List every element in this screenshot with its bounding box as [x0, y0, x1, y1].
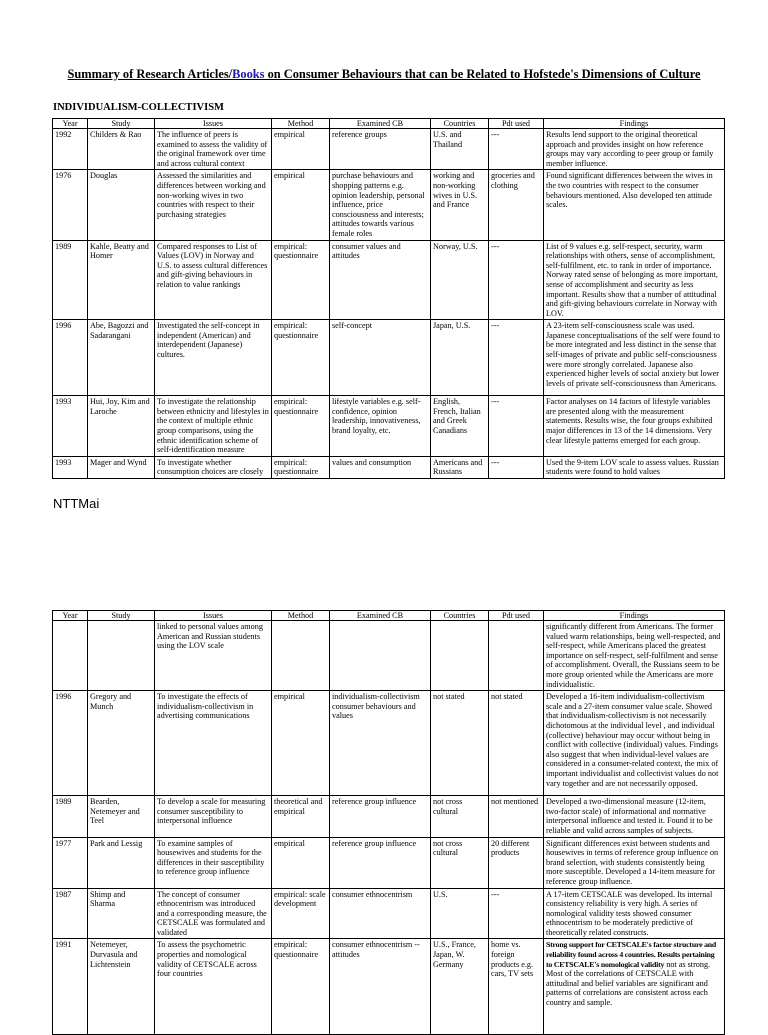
findings-bold-text: Strong support for CETSCALE's factor structure and reliability found across 4 countries. Results pertaining to CETSCALE's nomological validity — [546, 940, 717, 969]
col-countries: Countries — [431, 611, 489, 621]
table-row — [53, 129, 725, 170]
table-row — [53, 939, 725, 1035]
cell-study: Hui, Joy, Kim and Laroche — [88, 396, 155, 457]
cell-method: empirical — [272, 837, 330, 888]
col-year: Year — [53, 119, 88, 129]
table-header-row — [53, 611, 725, 621]
col-issues: Issues — [155, 119, 272, 129]
cell-method — [272, 621, 330, 691]
document-title — [0, 67, 768, 82]
table-row — [53, 320, 725, 396]
cell-issues: To examine samples of housewives and students for the differences in their susceptibility to reference group influence — [155, 837, 272, 888]
col-findings: Findings — [544, 611, 725, 621]
col-method: Method — [272, 611, 330, 621]
table-row — [53, 170, 725, 240]
cell-year: 1996 — [53, 320, 88, 396]
cell-pdt-used: 20 different products — [489, 837, 544, 888]
cell-countries: English, French, Italian and Greek Canadians — [431, 396, 489, 457]
cell-issues: The influence of peers is examined to assess the validity of the original framework over time and across cultural context — [155, 129, 272, 170]
cell-issues: Compared responses to List of Values (LOV) in Norway and U.S. to assess cultural differences and gift-giving behaviours in relation to value rankings — [155, 240, 272, 320]
cell-year: 1992 — [53, 129, 88, 170]
table-row — [53, 691, 725, 796]
cell-pdt-used: home vs. foreign products e.g. cars, TV sets — [489, 939, 544, 1035]
col-findings: Findings — [544, 119, 725, 129]
cell-examined-cb: individualism-collectivism consumer behaviours and values — [330, 691, 431, 796]
cell-method: empirical: questionnaire — [272, 456, 330, 478]
cell-year: 1993 — [53, 396, 88, 457]
cell-issues: To develop a scale for measuring consumer susceptibility to interpersonal influence — [155, 796, 272, 837]
cell-method: empirical — [272, 691, 330, 796]
cell-examined-cb: reference groups — [330, 129, 431, 170]
section-heading: INDIVIDUALISM-COLLECTIVISM — [53, 102, 224, 113]
cell-year: 1996 — [53, 691, 88, 796]
cell-countries: U.S., France, Japan, W. Germany — [431, 939, 489, 1035]
cell-method: empirical: questionnaire — [272, 320, 330, 396]
cell-issues: To assess the psychometric properties and nomological validity of CETSCALE across four countries — [155, 939, 272, 1035]
cell-year: 1987 — [53, 888, 88, 939]
cell-findings: Results lend support to the original theoretical approach and provides insight on how reference groups may vary according to peer group or family member influence. — [544, 129, 725, 170]
cell-issues: Investigated the self-concept in independent (American) and interdependent (Japanese) cultures. — [155, 320, 272, 396]
cell-study: Park and Lessig — [88, 837, 155, 888]
cell-examined-cb — [330, 621, 431, 691]
cell-countries: not cross cultural — [431, 796, 489, 837]
cell-study: Shimp and Sharma — [88, 888, 155, 939]
cell-findings: significantly different from Americans. The former valued warm relationships, being well-respected, and self-respect, while Americans placed the greatest importance on self-respect, self-fulfilment and sense of accomplishment. Overall, the Russians seem to be more group oriented while the Americans are more individualistic. — [544, 621, 725, 691]
cell-method: empirical: questionnaire — [272, 396, 330, 457]
cell-examined-cb: reference group influence — [330, 796, 431, 837]
cell-issues: To investigate the effects of individualism-collectivism in advertising communications — [155, 691, 272, 796]
cell-study: Kahle, Beatty and Homer — [88, 240, 155, 320]
table-row — [53, 456, 725, 478]
cell-study — [88, 621, 155, 691]
cell-findings: Developed a 16-item individualism-collectivism scale and a 27-item consumer value scale. Showed that individualism-collectivism is not necessarily dichotomous at the individual level , and individual (collective) behaviour may occur without being in conflict with collective (individual) values. Findings also suggest that when individual-level values are considered in a consumer-related context, the mix of important individualist and collectivist values do not vary together and are not necessarily opposed. — [544, 691, 725, 796]
table-row — [53, 888, 725, 939]
cell-method: empirical — [272, 129, 330, 170]
cell-findings: Used the 9-item LOV scale to assess values. Russian students were found to hold values — [544, 456, 725, 478]
cell-method: empirical: scale development — [272, 888, 330, 939]
cell-countries: Norway, U.S. — [431, 240, 489, 320]
watermark-text: NTTMai — [53, 496, 100, 511]
cell-countries: Japan, U.S. — [431, 320, 489, 396]
cell-findings: A 23-item self-consciousness scale was used. Japanese conceptualisations of the self were found to be more integrated and less distinct in the sense that self-images of private and public self-consciousness were more strongly correlated. Japanese also experienced higher levels of social anxiety but lower levels of private self-consciousness than Americans. — [544, 320, 725, 396]
cell-examined-cb: purchase behaviours and shopping patterns e.g. opinion leadership, personal influence, price consciousness and interests; attitudes towards various female roles — [330, 170, 431, 240]
cell-findings: Significant differences exist between students and housewives in terms of reference group influence on brand selection, with students consistently being more susceptible. Developed a 14-item measure for reference group influence. — [544, 837, 725, 888]
cell-findings: Factor analyses on 14 factors of lifestyle variables are presented along with the measurement statements. Results wise, the four groups exhibited major differences in 13 of the 14 dimensions. Very clear lifestyle patterns emerged for each group. — [544, 396, 725, 457]
col-examined-cb: Examined CB — [330, 119, 431, 129]
cell-findings: Developed a two-dimensional measure (12-item, two-factor scale) of informational and normative interpersonal influence and tested it. Found it to be reliable and valid across samples of subjects. — [544, 796, 725, 837]
cell-countries: not stated — [431, 691, 489, 796]
findings-text: not as strong. Most of the correlations of CETSCALE with attitudinal and belief variables are significant and patterns of correlations are consistent across each country and sample. — [546, 959, 711, 1008]
cell-examined-cb: values and consumption — [330, 456, 431, 478]
cell-pdt-used: --- — [489, 396, 544, 457]
cell-countries: not cross cultural — [431, 837, 489, 888]
cell-issues: The concept of consumer ethnocentrism was introduced and a corresponding measure, the CETSCALE was formulated and validated — [155, 888, 272, 939]
cell-examined-cb: reference group influence — [330, 837, 431, 888]
cell-findings: Found significant differences between the wives in the two countries with respect to the consumer behaviours mentioned. Also developed ten attitude scales. — [544, 170, 725, 240]
cell-issues: To investigate the relationship between ethnicity and lifestyles in the context of multiple ethnic group comparisons, using the ethnic identification scheme of self-identification measure — [155, 396, 272, 457]
cell-study: Mager and Wynd — [88, 456, 155, 478]
cell-countries: Americans and Russians — [431, 456, 489, 478]
cell-year — [53, 621, 88, 691]
cell-study: Netemeyer, Durvasula and Lichtenstein — [88, 939, 155, 1035]
cell-pdt-used: --- — [489, 456, 544, 478]
cell-pdt-used: --- — [489, 240, 544, 320]
cell-issues: linked to personal values among American and Russian students using the LOV scale — [155, 621, 272, 691]
cell-issues: To investigate whether consumption choices are closely — [155, 456, 272, 478]
cell-year: 1989 — [53, 796, 88, 837]
table-header-row — [53, 119, 725, 129]
cell-study: Bearden, Netemeyer and Teel — [88, 796, 155, 837]
cell-examined-cb: consumer ethnocentrism -- attitudes — [330, 939, 431, 1035]
cell-examined-cb: consumer values and attitudes — [330, 240, 431, 320]
cell-pdt-used: groceries and clothing — [489, 170, 544, 240]
col-study: Study — [88, 611, 155, 621]
col-method: Method — [272, 119, 330, 129]
col-study: Study — [88, 119, 155, 129]
cell-examined-cb: consumer ethnocentrism — [330, 888, 431, 939]
cell-pdt-used: --- — [489, 320, 544, 396]
table-row — [53, 621, 725, 691]
table-row — [53, 796, 725, 837]
col-issues: Issues — [155, 611, 272, 621]
col-year: Year — [53, 611, 88, 621]
cell-method: empirical — [272, 170, 330, 240]
cell-countries: U.S. and Thailand — [431, 129, 489, 170]
cell-method: theoretical and empirical — [272, 796, 330, 837]
cell-pdt-used: --- — [489, 888, 544, 939]
cell-year: 1989 — [53, 240, 88, 320]
title-books-link[interactable]: Books — [232, 67, 265, 81]
cell-study: Childers & Rao — [88, 129, 155, 170]
cell-study: Abe, Bagozzi and Sadarangani — [88, 320, 155, 396]
cell-countries: U.S. — [431, 888, 489, 939]
research-table-page2 — [52, 610, 725, 1035]
col-pdt-used: Pdt used — [489, 611, 544, 621]
cell-study: Gregory and Munch — [88, 691, 155, 796]
cell-countries: working and non-working wives in U.S. and France — [431, 170, 489, 240]
cell-method: empirical: questionnaire — [272, 240, 330, 320]
cell-pdt-used: --- — [489, 129, 544, 170]
table-row — [53, 396, 725, 457]
cell-method: empirical: questionnaire — [272, 939, 330, 1035]
cell-examined-cb: self-concept — [330, 320, 431, 396]
cell-pdt-used: not stated — [489, 691, 544, 796]
title-part2: on Consumer Behaviours that can be Related to Hofstede's Dimensions of Culture — [264, 67, 701, 81]
col-examined-cb: Examined CB — [330, 611, 431, 621]
cell-examined-cb: lifestyle variables e.g. self-confidence, opinion leadership, innovativeness, brand loyalty, etc. — [330, 396, 431, 457]
cell-findings — [544, 939, 725, 1035]
cell-year: 1977 — [53, 837, 88, 888]
table-row — [53, 240, 725, 320]
col-pdt-used: Pdt used — [489, 119, 544, 129]
cell-year: 1991 — [53, 939, 88, 1035]
cell-pdt-used — [489, 621, 544, 691]
table-row — [53, 837, 725, 888]
title-part1: Summary of Research Articles/ — [67, 67, 233, 81]
cell-year: 1993 — [53, 456, 88, 478]
cell-year: 1976 — [53, 170, 88, 240]
research-table-page1 — [52, 118, 725, 479]
cell-study: Douglas — [88, 170, 155, 240]
cell-findings: List of 9 values e.g. self-respect, security, warm relationships with others, sense of accomplishment, self-fulfilment, etc. to rank in order of importance. Norway rated sense of belonging as more important, sense of accomplishment and security as less important. Results show that a number of attitudinal and gift-giving behaviours correlate in Norway with LOV. — [544, 240, 725, 320]
cell-countries — [431, 621, 489, 691]
col-countries: Countries — [431, 119, 489, 129]
cell-findings: A 17-item CETSCALE was developed. Its internal consistency reliability is very high. A series of nomological validity tests showed consumer ethnocentrism to be moderately predictive of theoretically related constructs. — [544, 888, 725, 939]
cell-pdt-used: not mentioned — [489, 796, 544, 837]
cell-issues: Assessed the similarities and differences between working and non-working wives in two countries with respect to their purchasing strategies — [155, 170, 272, 240]
